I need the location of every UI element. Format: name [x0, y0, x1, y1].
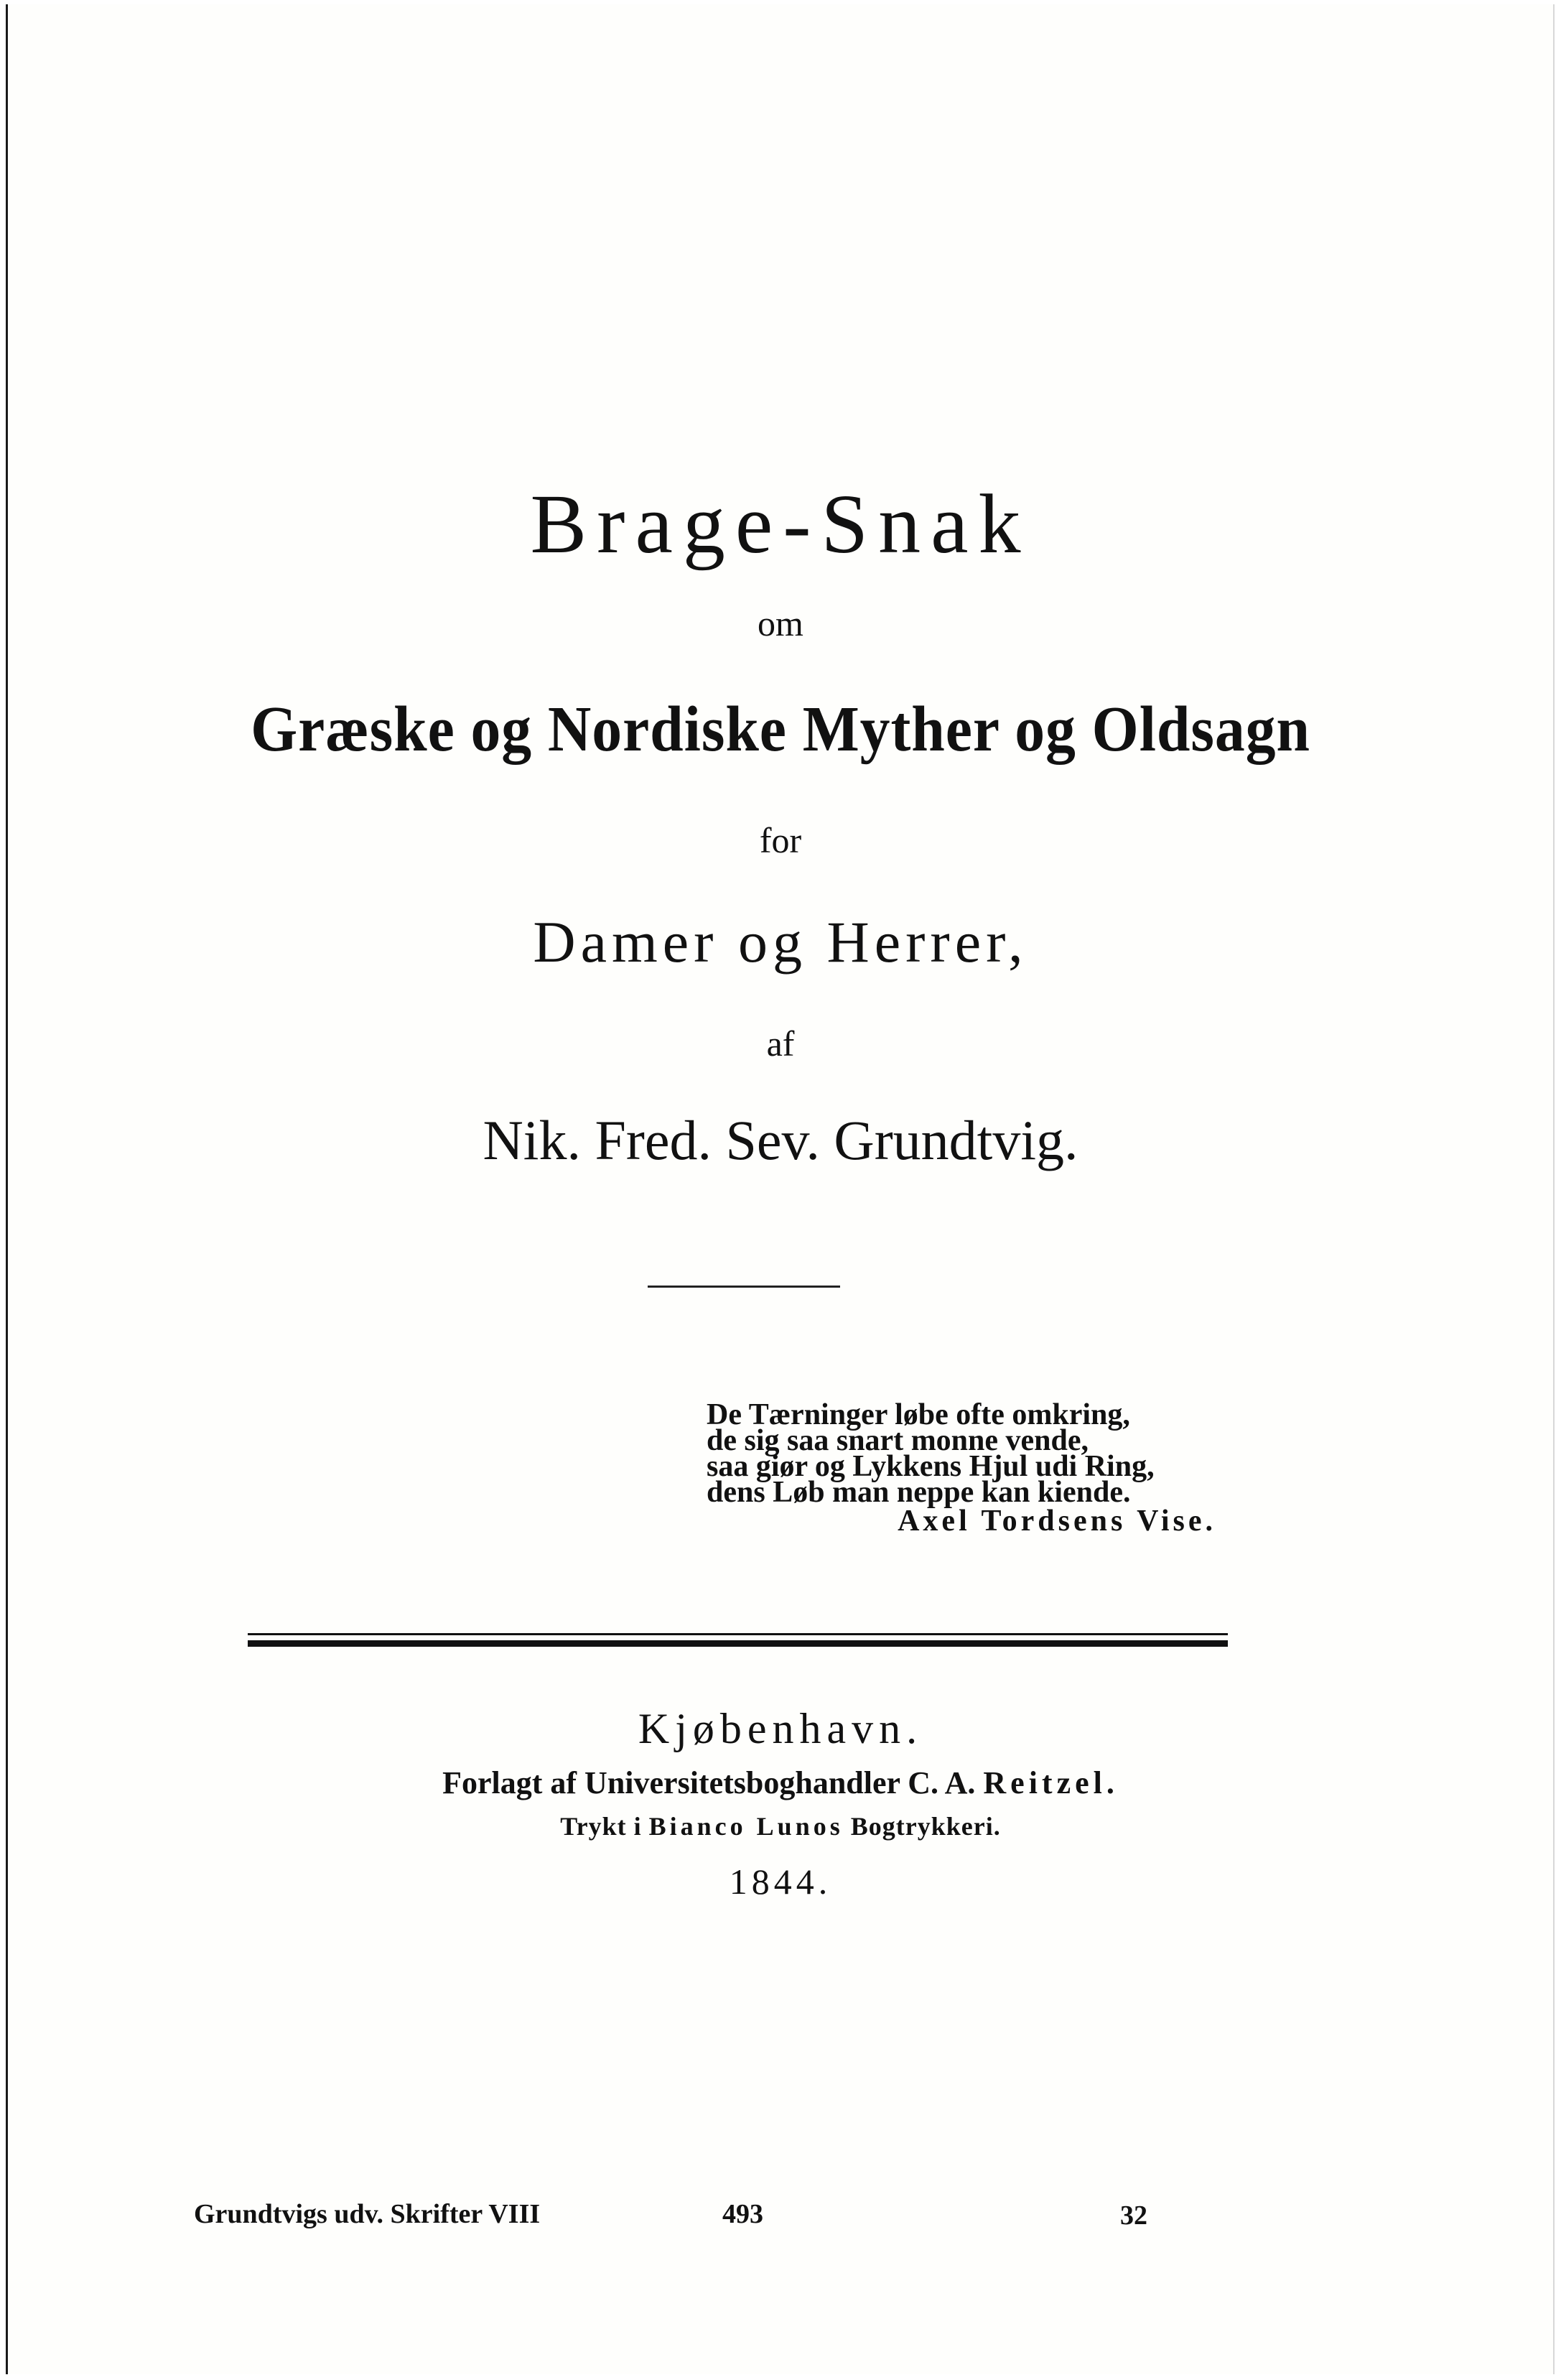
author-name: Nik. Fred. Sev. Grundtvig.: [483, 1109, 1078, 1171]
thick-rule-line: [248, 1640, 1228, 1647]
printer-prefix: Trykt i: [560, 1812, 642, 1841]
footer-signature: 32: [1120, 2200, 1147, 2231]
book-title: Brage-Snak: [530, 477, 1031, 571]
epigraph: [707, 1398, 1252, 1538]
footer-page-number: 493: [722, 2199, 763, 2229]
footer-series: Grundtvigs udv. Skrifter VIII: [194, 2199, 541, 2229]
epigraph-line: de sig saa snart monne vende,: [707, 1424, 1089, 1457]
connector-for: for: [759, 820, 802, 860]
double-divider-rule: [248, 1633, 1228, 1649]
imprint-city: Kjøbenhavn.: [638, 1705, 923, 1752]
thin-rule-line: [248, 1633, 1228, 1635]
title-page: [6, 4, 1555, 2374]
publisher-name: Reitzel.: [983, 1765, 1119, 1800]
printer-suffix: Bogtrykkeri.: [850, 1812, 1001, 1841]
imprint-year: 1844.: [729, 1861, 832, 1902]
printer-name: Bianco Lunos: [648, 1812, 844, 1841]
connector-om: om: [758, 603, 803, 643]
imprint-publisher: [0, 1764, 1561, 1803]
epigraph-source: Axel Tordsens Vise.: [898, 1505, 1216, 1538]
publisher-prefix: Forlagt af Universitetsboghandler C. A.: [442, 1765, 976, 1800]
epigraph-line: dens Løb man neppe kan kiende.: [707, 1476, 1131, 1509]
audience-line: Damer og Herrer,: [533, 909, 1028, 975]
connector-af: af: [766, 1023, 795, 1064]
imprint-printer: [0, 1810, 1561, 1843]
epigraph-line: saa giør og Lykkens Hjul udi Ring,: [707, 1450, 1155, 1483]
book-subtitle: Græske og Nordiske Myther og Oldsagn: [251, 694, 1310, 765]
epigraph-line: De Tærninger løbe ofte omkring,: [707, 1398, 1130, 1431]
short-divider-rule: [648, 1286, 840, 1288]
